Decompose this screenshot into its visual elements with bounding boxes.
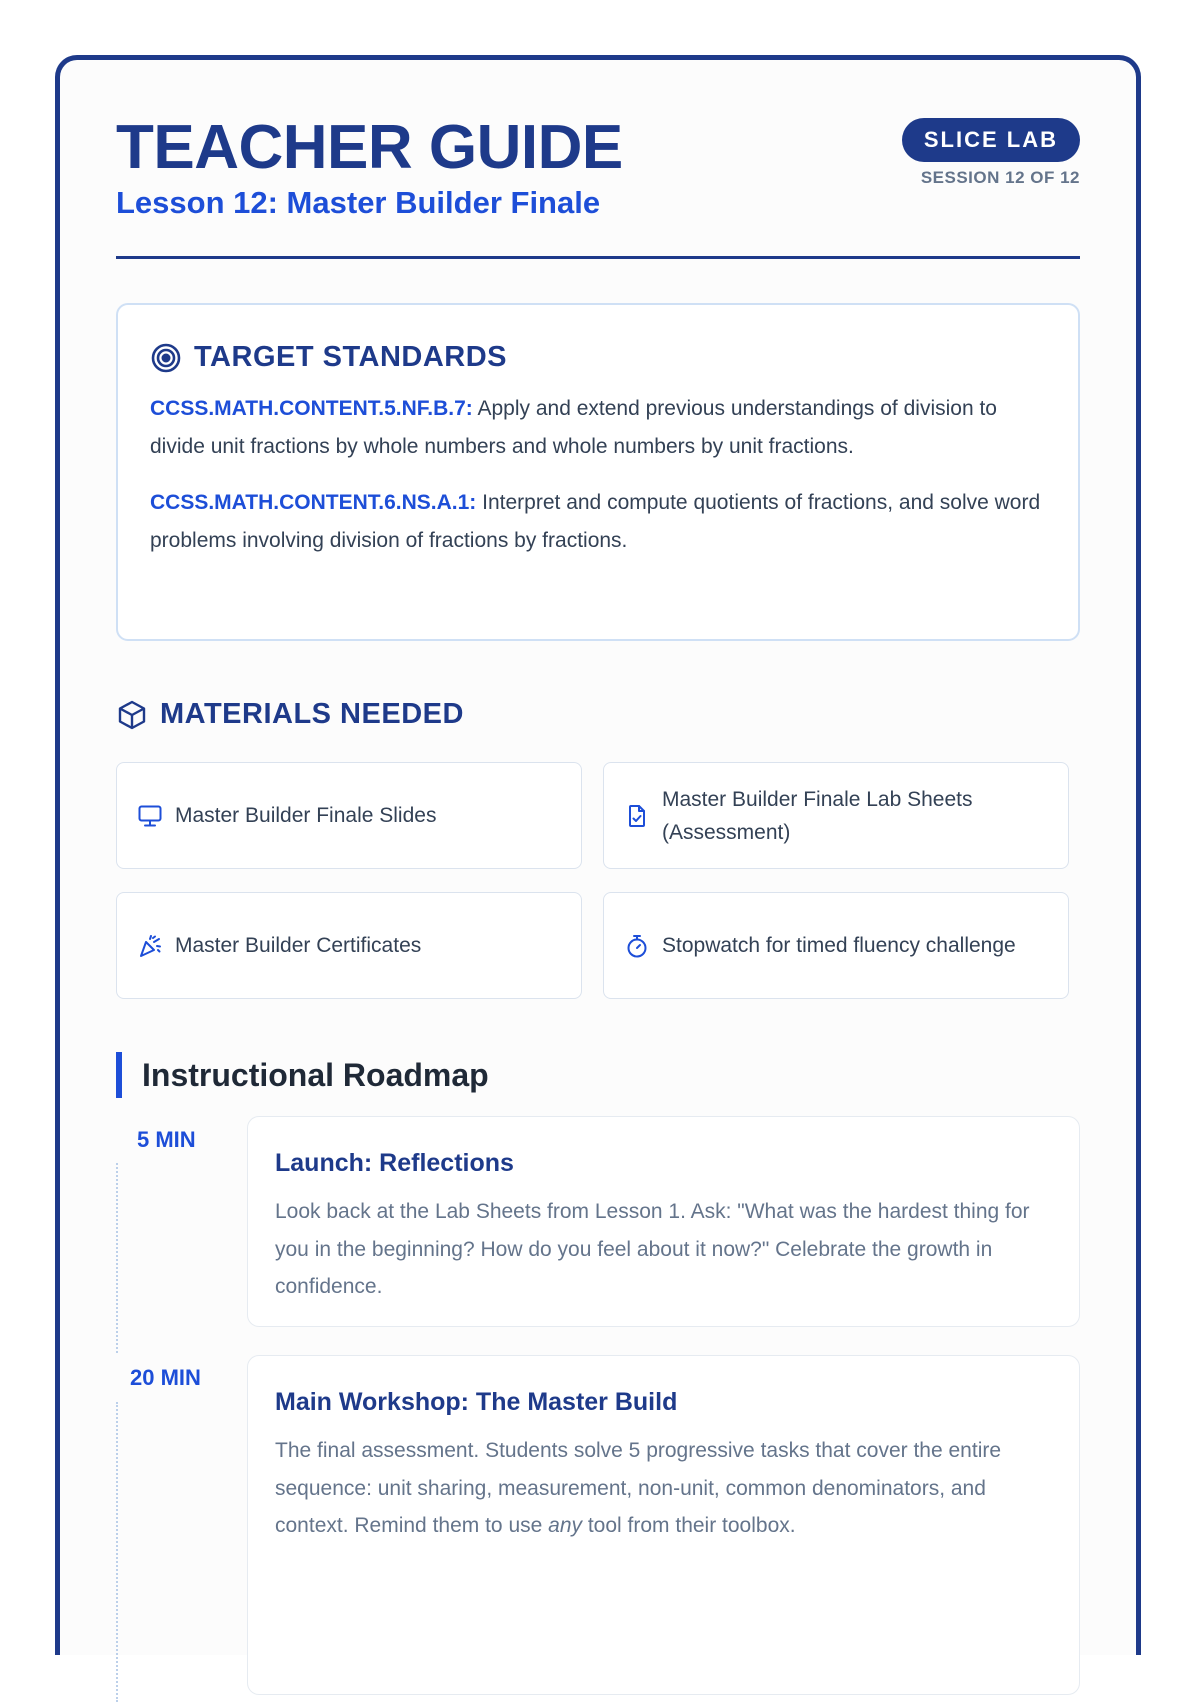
material-item-slides [116, 762, 582, 869]
roadmap-step-workshop [247, 1355, 1080, 1695]
target-icon [150, 342, 182, 374]
header-divider [116, 256, 1080, 259]
session-counter: SESSION 12 OF 12 [920, 168, 1080, 187]
step-description-text: The final assessment. Students solve 5 progressive tasks that cover the entire sequence: unit sharing, measurement, non-unit, common denominators, and context. Remind them to use [275, 1439, 1002, 1537]
material-item-certificates [116, 892, 582, 999]
step-duration: 20 MIN [130, 1365, 201, 1390]
standards-heading-label: TARGET STANDARDS [194, 341, 508, 373]
standards-heading [150, 341, 1046, 374]
material-label: Master Builder Finale Slides [175, 804, 437, 827]
guide-header [116, 60, 1080, 260]
step-duration: 5 MIN [137, 1127, 196, 1152]
materials-heading [116, 698, 464, 731]
standard-description: Interpret and compute quotients of fractions, and solve word problems involving division of fractions by fractions. [150, 491, 1041, 552]
step-description-text: tool from their toolbox. [582, 1514, 796, 1537]
roadmap-step-launch [247, 1116, 1080, 1327]
target-standards-panel [116, 303, 1080, 641]
step-description-emphasis: any [548, 1514, 582, 1537]
page-title: TEACHER GUIDE [116, 113, 623, 182]
timeline-connector [116, 1402, 118, 1702]
lesson-subtitle: Lesson 12: Master Builder Finale [116, 185, 601, 220]
step-description [275, 1432, 1053, 1545]
standard-item [150, 484, 1046, 560]
material-label: Master Builder Finale Lab Sheets (Assessment) [662, 787, 973, 844]
step-title: Launch: Reflections [275, 1149, 514, 1177]
standard-code: CCSS.MATH.CONTENT.5.NF.B.7: [150, 397, 473, 420]
roadmap-heading: Instructional Roadmap [116, 1052, 489, 1098]
standard-item [150, 390, 1046, 466]
teacher-guide-card [55, 55, 1141, 1655]
material-item-stopwatch [603, 892, 1069, 999]
step-title: Main Workshop: The Master Build [275, 1388, 678, 1416]
cube-icon [116, 699, 148, 731]
timeline-connector [116, 1163, 118, 1353]
file-check-icon [624, 803, 650, 829]
stopwatch-icon [624, 933, 650, 959]
monitor-icon [137, 803, 163, 829]
brand-badge: SLICE LAB [902, 118, 1080, 162]
standard-description: Apply and extend previous understandings of division to divide unit fractions by whole numbers and whole numbers by unit fractions. [150, 397, 997, 458]
step-description: Look back at the Lab Sheets from Lesson 1. Ask: "What was the hardest thing for you in the beginning? How do you feel about it now?" Celebrate the growth in confidence. [275, 1200, 1030, 1298]
materials-heading-label: MATERIALS NEEDED [160, 698, 464, 730]
material-item-lab-sheets [603, 762, 1069, 869]
material-label: Master Builder Certificates [175, 934, 422, 957]
material-label: Stopwatch for timed fluency challenge [662, 934, 1016, 957]
party-popper-icon [137, 933, 163, 959]
standard-code: CCSS.MATH.CONTENT.6.NS.A.1: [150, 491, 477, 514]
